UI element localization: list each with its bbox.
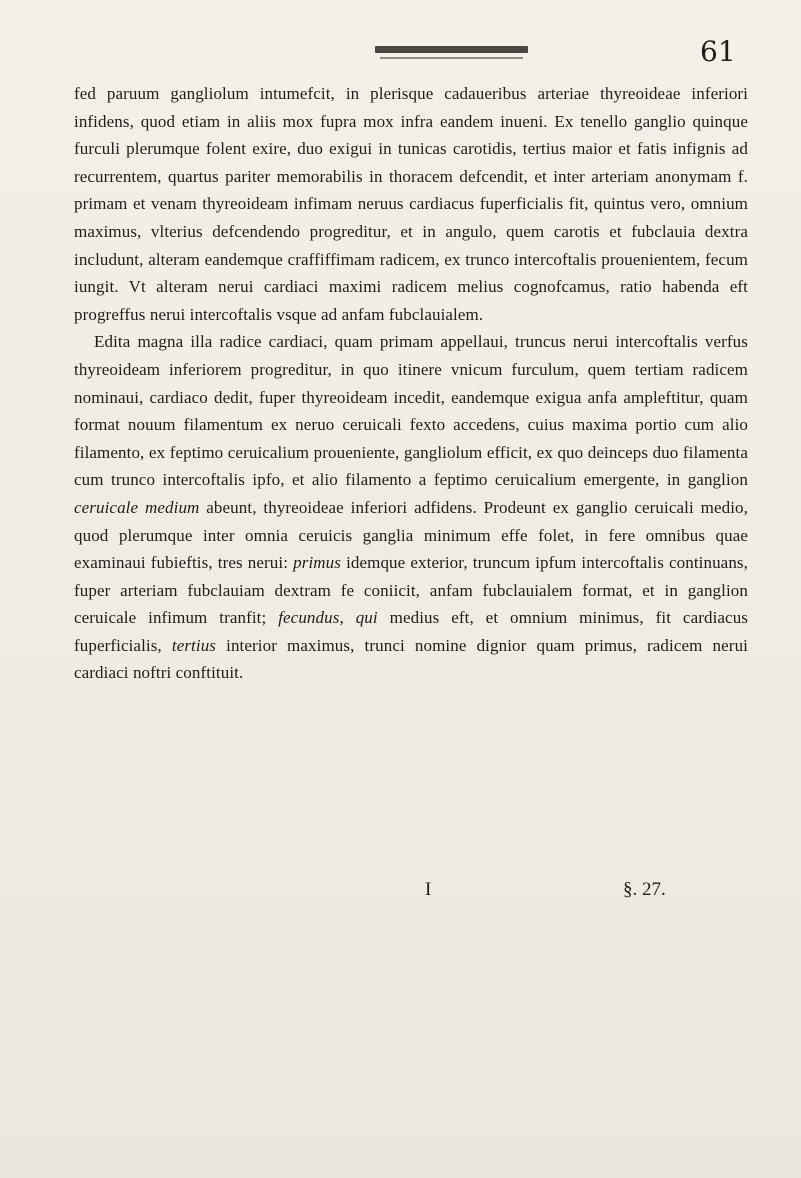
paragraph-2 [74, 328, 748, 687]
paragraph-1 [74, 80, 748, 328]
page-number: 61 [700, 35, 736, 68]
paragraph-2-seg-3: primus [293, 553, 341, 573]
paragraph-2-seg-0: Edita magna illa radice cardiaci, quam primam appellaui, truncus nerui intercoftalis verfus thyreoideam inferiorem progreditur, in quo itinere vnicum furculum, quem tertiam radicem nominaui, cardiaco dedit, fuper thyreoideam incedit, eandemque exigua anfa ampleftitur, quam format nouum filamentum ex neruo ceruicali fexto accedens, cuius maxima portio cum alio filamento, ex feptimo ceruicalium proueniente, gangliolum efficit, ex quo deinceps duo filamenta cum trunco intercoftalis ipfo, et alio filamento a feptimo ceruicalium emergente, in ganglion [74, 332, 748, 490]
paragraph-2-seg-10: interior maximus, trunci nomine dignior quam primus, radicem nerui cardiaci noftri conftituit. [74, 635, 748, 683]
header-rule-thin [380, 57, 523, 59]
paragraph-2-seg-5: fecundus [278, 608, 340, 628]
body-text [74, 80, 748, 687]
paragraph-2-seg-4: idemque exterior, truncum ipfum intercoftalis continuans, fuper arteriam fubclauiam dextram fe coniicit, anfam fubclauialem format, et in ganglion ceruicale infimum tranfit; [74, 553, 748, 628]
paragraph-2-seg-9: tertius [171, 635, 217, 655]
paragraph-2-seg-7: qui [355, 608, 378, 628]
signature-mark: I [425, 879, 432, 900]
paragraph-2-seg-2: abeunt, thyreoideae inferiori adfidens. Prodeunt ex ganglio ceruicali medio, quod plerumque inter omnia ceruicis ganglia minimum effe folet, in fere omnibus quae examinaui fubieftis, tres nerui: [74, 497, 748, 573]
catchword: §. 27. [623, 879, 666, 900]
paragraph-2-seg-1: ceruicale medium [74, 497, 200, 517]
paragraph-1-text: fed paruum gangliolum intumefcit, in plerisque cadaueribus arteriae thyreoideae inferiori infidens, quod etiam in aliis mox fupra mox infra eandem inueni. Ex tenello ganglio quinque furculi plerumque folent exire, duo exigui in tunicas carotidis, tertius maior et fatis infignis ad recurrentem, quartus pariter memorabilis in thoracem defcendit, et inter arteriam anonymam f. primam et venam thyreoideam infimam neruus cardiacus fuperficialis fit, quintus vero, omnium maximus, vlterius defcendendo progreditur, et in angulo, quem carotis et fubclauia dextra includunt, alteram eandemque craffiffimam radicem, ex trunco intercoftalis prouenientem, fecum iungit. Vt alteram nerui cardiaci maximi radicem melius cognofcamus, ratio habenda eft progreffus nerui intercoftalis vsque ad anfam fubclauialem. [74, 84, 748, 324]
paragraph-2-seg-8: medius eft, et omnium minimus, fit cardiacus fuperficialis, [74, 608, 749, 655]
header-rule [375, 46, 528, 53]
paragraph-2-seg-6: , [339, 608, 356, 628]
